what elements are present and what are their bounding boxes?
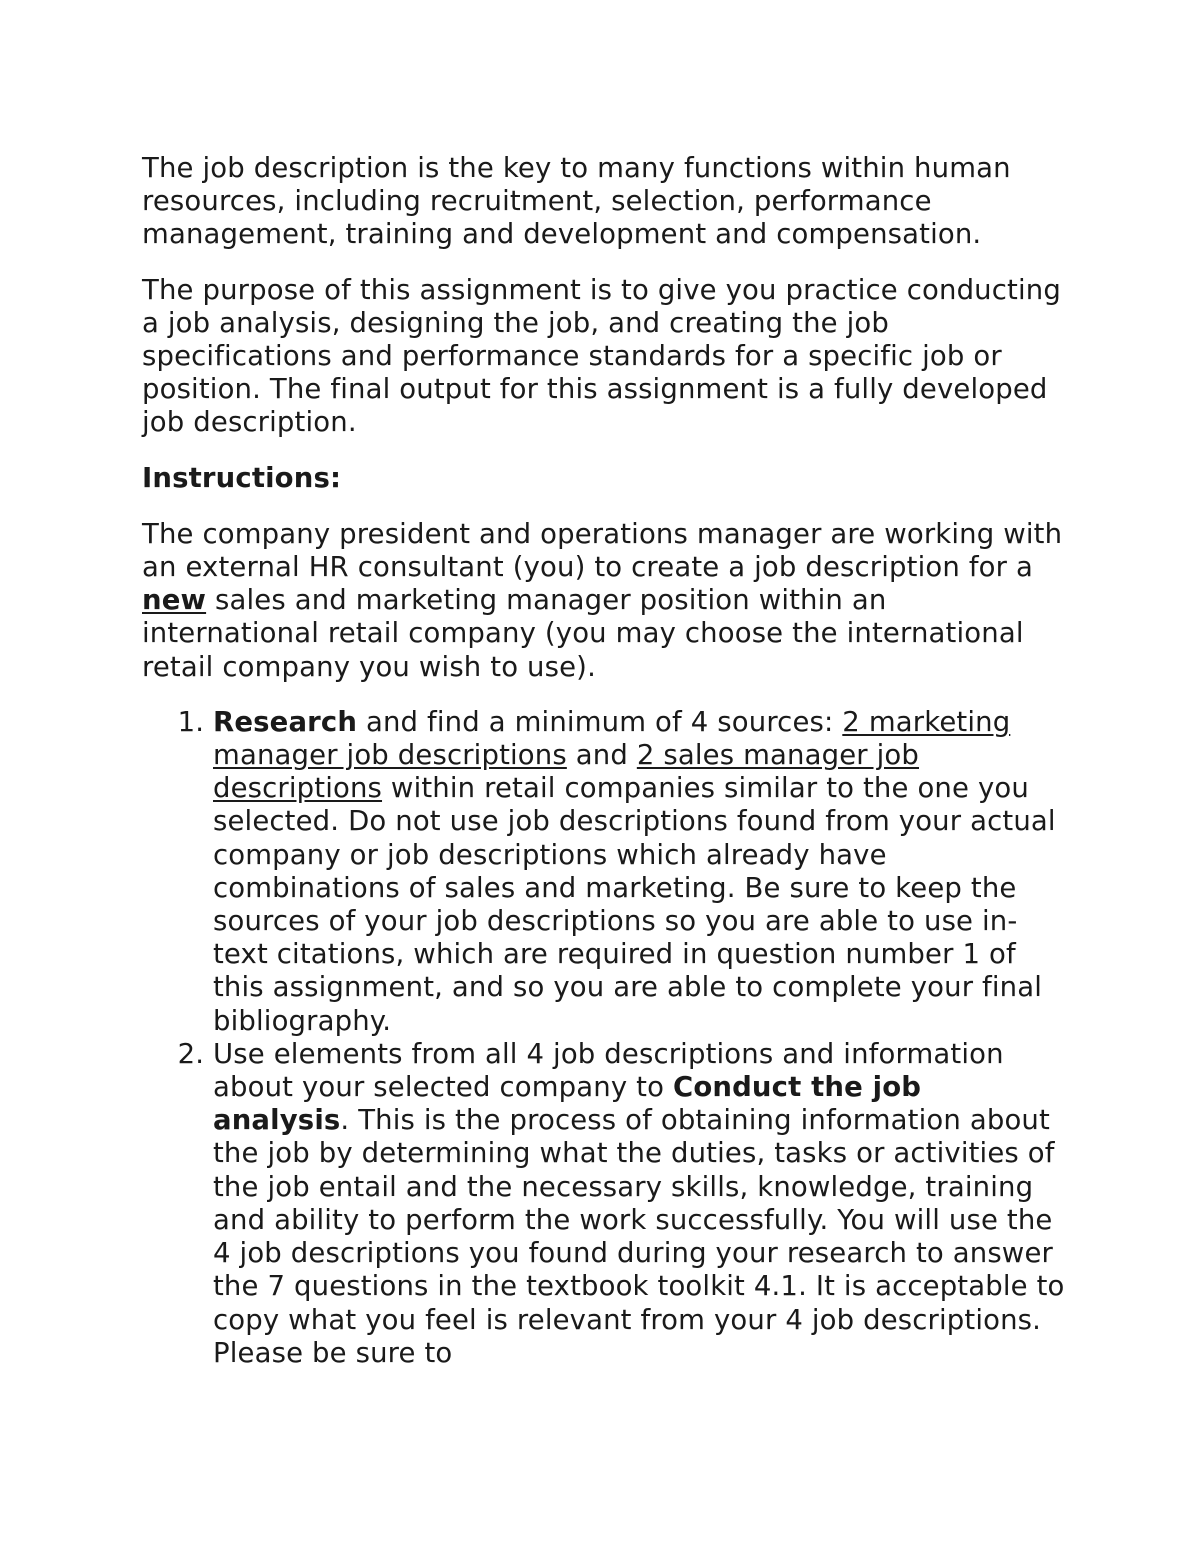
list-item-job-analysis [213,1038,1067,1370]
scenario-text-before: The company president and operations manager are working with an external HR consultant (you) to create a job description for a [142,517,1063,584]
list-item-2-text-2: . This is the process of obtaining information about the job by determining what the duties, tasks or activities of the job entail and the necessary skills, knowledge, training and ability to perform the work successfully. You will use the 4 job descriptions you found during your research to answer the 7 questions in the textbook toolkit 4.1. It is acceptable to copy what you feel is relevant from your 4 job descriptions. Please be sure to [213,1104,1065,1369]
scenario-paragraph [142,518,1067,684]
list-item-1-bold-lead: Research [213,705,358,738]
scenario-text-after: sales and marketing manager position within an international retail company (you may choose the international retail company you wish to use). [142,584,1024,683]
list-item-research [213,706,1067,1038]
list-item-1-text-1: and find a minimum of 4 sources: [357,705,843,738]
document-body [142,152,1067,1370]
list-item-2-text-1: Use elements from all 4 job descriptions and information about your selected company to [213,1037,1004,1104]
instructions-list [142,706,1067,1370]
scenario-emphasis-new: new [142,584,207,617]
list-item-1-text-2: and [566,739,637,772]
instructions-heading: Instructions: [142,461,342,494]
list-item-1-underline-2: 2 sales manager job descriptions [213,739,919,805]
list-item-1-text-3: within retail companies similar to the one you selected. Do not use job descriptions found from your actual company or job descriptions which already have combinations of sales and marketing. Be sure to keep the sources of your job descriptions so you are able to use in-text citations, which are required in question number 1 of this assignment, and so you are able to complete your final bibliography. [213,772,1056,1037]
list-item-2-bold: Conduct the job analysis [213,1071,922,1137]
list-item-1-underline-1: 2 marketing manager job descriptions [213,705,1011,772]
intro-paragraph: The job description is the key to many functions within human resources, including recruitment, selection, performance management, training and development and compensation. [142,152,1011,251]
purpose-paragraph: The purpose of this assignment is to give you practice conducting a job analysis, designing the job, and creating the job specifications and performance standards for a specific job or position. The final output for this assignment is a fully developed job description. [142,273,1061,439]
